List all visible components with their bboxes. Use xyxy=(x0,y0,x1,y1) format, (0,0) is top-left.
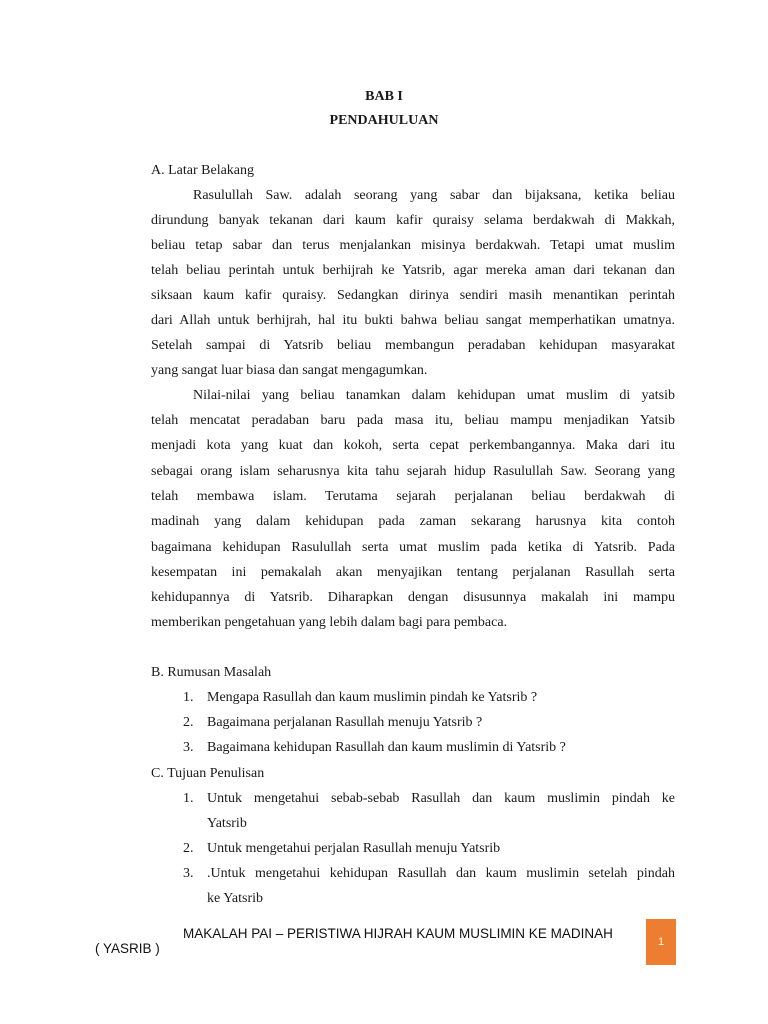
list-item: Untuk mengetahui perjalan Rasullah menuju Yatsrib xyxy=(207,841,501,856)
page-number-badge xyxy=(646,919,676,965)
list-number: 2. xyxy=(183,841,194,856)
list-number: 1. xyxy=(183,690,194,705)
paragraph-line: kehidupannya di Yatsrib. Diharapkan dengan disusunnya makalah ini mampu xyxy=(151,590,675,605)
paragraph-line: madinah yang dalam kehidupan pada zaman sekarang harusnya kita contoh xyxy=(151,514,675,529)
paragraph-line: telah beliau perintah untuk berhijrah ke Yatsrib, agar mereka aman dari tekanan dan xyxy=(151,263,675,278)
section-c-heading: C. Tujuan Penulisan xyxy=(151,766,265,781)
paragraph-line: menjadi kota yang kuat dan kokoh, serta cepat perkembangannya. Maka dari itu xyxy=(151,438,675,453)
list-item-continuation: Yatsrib xyxy=(207,816,247,831)
paragraph-line: yang sangat luar biasa dan sangat mengagumkan. xyxy=(151,363,428,378)
paragraph-line: Setelah sampai di Yatsrib beliau membangun peradaban kehidupan masyarakat xyxy=(151,338,675,353)
list-number: 3. xyxy=(183,740,194,755)
paragraph-line: sebagai orang islam seharusnya kita tahu sejarah hidup Rasulullah Saw. Seorang yang xyxy=(151,464,675,479)
list-item: Mengapa Rasullah dan kaum muslimin pindah ke Yatsrib ? xyxy=(207,690,538,705)
paragraph-line: dirundung banyak tekanan dari kaum kafir quraisy selama berdakwah di Makkah, xyxy=(151,213,675,228)
footer-title-continuation: ( YASRIB ) xyxy=(95,941,160,956)
paragraph-line: memberikan pengetahuan yang lebih dalam bagi para pembaca. xyxy=(151,615,508,630)
paragraph-line: beliau tetap sabar dan terus menjalankan misinya berdakwah. Tetapi umat muslim xyxy=(151,238,675,253)
section-a-heading: A. Latar Belakang xyxy=(151,163,255,178)
paragraph-line: Rasulullah Saw. adalah seorang yang sabar dan bijaksana, ketika beliau xyxy=(193,188,675,203)
list-number: 3. xyxy=(183,866,194,881)
footer-title: MAKALAH PAI – PERISTIWA HIJRAH KAUM MUSLIMIN KE MADINAH xyxy=(183,926,613,941)
list-item: Untuk mengetahui sebab-sebab Rasullah dan kaum muslimin pindah ke xyxy=(207,791,675,806)
list-number: 1. xyxy=(183,791,194,806)
section-b-heading: B. Rumusan Masalah xyxy=(151,665,272,680)
paragraph-line: telah mencatat peradaban baru pada masa itu, beliau mampu menjadikan Yatsib xyxy=(151,413,675,428)
list-item: .Untuk mengetahui kehidupan Rasullah dan kaum muslimin setelah pindah xyxy=(207,866,675,881)
page-number: 1 xyxy=(657,936,665,948)
paragraph-line: Nilai-nilai yang beliau tanamkan dalam kehidupan umat muslim di yatsib xyxy=(193,388,675,403)
list-item: Bagaimana kehidupan Rasullah dan kaum muslimin di Yatsrib ? xyxy=(207,740,566,755)
paragraph-line: siksaan kaum kafir quraisy. Sedangkan dirinya sendiri masih menantikan perintah xyxy=(151,288,675,303)
chapter-label: BAB I xyxy=(365,89,403,104)
paragraph-line: kesempatan ini pemakalah akan menyajikan tentang perjalanan Rasullah serta xyxy=(151,565,675,580)
page-title: PENDAHULUAN xyxy=(329,113,439,128)
list-item: Bagaimana perjalanan Rasullah menuju Yatsrib ? xyxy=(207,715,483,730)
list-number: 2. xyxy=(183,715,194,730)
paragraph-line: bagaimana kehidupan Rasulullah serta umat muslim pada ketika di Yatsrib. Pada xyxy=(151,540,675,555)
paragraph-line: dari Allah untuk berhijrah, hal itu bukti bahwa beliau sangat memperhatikan umatnya. xyxy=(151,313,675,328)
list-item-continuation: ke Yatsrib xyxy=(207,891,264,906)
paragraph-line: telah membawa islam. Terutama sejarah perjalanan beliau berdakwah di xyxy=(151,489,675,504)
